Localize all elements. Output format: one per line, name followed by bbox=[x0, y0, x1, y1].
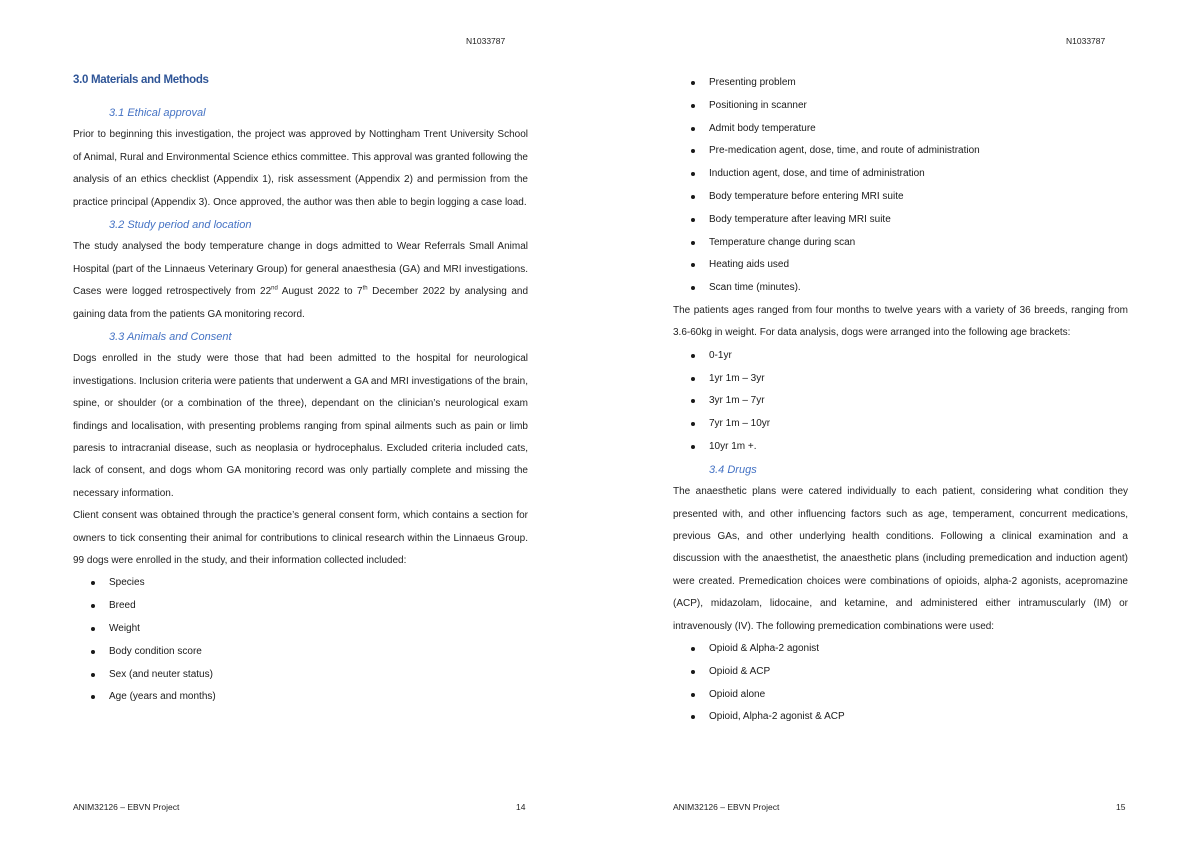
list-item-text: 3yr 1m – 7yr bbox=[709, 395, 765, 407]
bullet-icon bbox=[691, 399, 695, 403]
list-item-text: Species bbox=[109, 577, 145, 589]
paragraph-ethical-approval: Prior to beginning this investigation, the project was approved by Nottingham Trent University School of Animal, Rural and Environmental Science ethics committee. This approval was granted following the analysis of an ethics checklist (Appendix 1), risk assessment (Appendix 2) and permission from the practice principal (Appendix 3). Once approved, the author was then able to begin logging a case load. bbox=[73, 129, 528, 208]
list-item bbox=[673, 436, 1128, 459]
list-item-text: Opioid, Alpha-2 agonist & ACP bbox=[709, 711, 845, 723]
list-item bbox=[673, 661, 1128, 684]
list-item-text: Body temperature before entering MRI suite bbox=[709, 190, 904, 202]
bullet-icon bbox=[691, 670, 695, 674]
text: The study analysed the body temperature change in dogs admitted to Wear Referrals Small Animal Hospital (part of the Linnaeus Veterinary Group) for general anaesthesia (GA) and MRI investigations. Cases were logged retrospectively from 22 bbox=[73, 241, 528, 298]
subheading-study-period: 3.2 Study period and location bbox=[109, 219, 252, 232]
bullet-icon bbox=[691, 218, 695, 222]
list-item bbox=[73, 641, 528, 664]
bullet-icon bbox=[691, 445, 695, 449]
list-item-text: Induction agent, dose, and time of administration bbox=[709, 168, 925, 180]
list-item-text: Opioid alone bbox=[709, 688, 766, 700]
list-item-text: Presenting problem bbox=[709, 77, 796, 88]
bullet-icon bbox=[691, 104, 695, 108]
list-item bbox=[73, 664, 528, 687]
age-brackets-list bbox=[673, 345, 1128, 459]
bullet-icon bbox=[691, 81, 695, 85]
list-item-text: Positioning in scanner bbox=[709, 99, 807, 111]
bullet-icon bbox=[691, 172, 695, 176]
bullet-icon bbox=[691, 715, 695, 719]
list-item bbox=[673, 254, 1128, 277]
paragraph-client-consent: Client consent was obtained through the practice’s general consent form, which contains a section for owners to tick consenting their animal for contributions to clinical research within the Linnaeus Group. 99 dogs were enrolled in the study, and their information collected included: bbox=[73, 510, 528, 567]
bullet-icon bbox=[691, 286, 695, 290]
collected-info-list bbox=[73, 572, 528, 709]
list-item bbox=[73, 572, 528, 595]
list-item-text: Heating aids used bbox=[709, 259, 790, 271]
list-item bbox=[673, 118, 1128, 141]
bullet-icon bbox=[691, 241, 695, 245]
premed-combinations-list bbox=[673, 638, 1128, 729]
list-item bbox=[673, 390, 1128, 413]
list-item-text: Breed bbox=[109, 600, 136, 612]
bullet-icon bbox=[91, 604, 95, 608]
page-15-content bbox=[673, 72, 1128, 729]
list-item-text: Age (years and months) bbox=[109, 691, 216, 703]
list-item bbox=[673, 186, 1128, 209]
page-14-content bbox=[73, 72, 528, 709]
list-item bbox=[673, 345, 1128, 368]
paragraph-inclusion-criteria: Dogs enrolled in the study were those that had been admitted to the hospital for neurological investigations. Inclusion criteria were patients that underwent a GA and MRI investigations of the brain, spine, or shoulder (or a combination of the three), dependant on the clinician’s neurological exam findings and localisation, with presenting problems ranging from spinal ailments such as pain or limb paresis to intracranial disease, such as neoplasia or hydrocephalus. Excluded criteria included cats, lack of consent, and dogs whom GA monitoring record was only partially complete and missing the necessary information. bbox=[73, 353, 528, 499]
header-student-id: N1033787 bbox=[1066, 36, 1106, 46]
list-item-text: 0-1yr bbox=[709, 349, 732, 361]
bullet-icon bbox=[91, 650, 95, 654]
page-number: 15 bbox=[1116, 802, 1126, 812]
text: August 2022 to 7 bbox=[277, 286, 363, 298]
list-item bbox=[673, 277, 1128, 300]
paragraph-study-period bbox=[73, 236, 528, 326]
superscript: nd bbox=[271, 285, 278, 292]
bullet-icon bbox=[691, 647, 695, 651]
paragraph-drugs: The anaesthetic plans were catered individually to each patient, considering what condition they presented with, and other influencing factors such as age, temperament, concurrent medications, previous GAs, and other underlying health conditions. Following a clinical examination and a discussion with the anaesthetist, the anaesthetic plans (including premedication and induction agent) were created. Premedication choices were combinations of opioids, alpha-2 agonists, acepromazine (ACP), midazolam, lidocaine, and ketamine, and administered either intramuscularly (IM) or intravenously (IV). The following premedication combinations were used: bbox=[673, 486, 1128, 632]
list-item-text: Admit body temperature bbox=[709, 122, 816, 134]
list-item bbox=[673, 140, 1128, 163]
subheading-drugs: 3.4 Drugs bbox=[709, 463, 757, 476]
list-item bbox=[673, 706, 1128, 729]
list-item bbox=[673, 684, 1128, 707]
list-item-text: Temperature change during scan bbox=[709, 236, 856, 248]
list-item-text: 1yr 1m – 3yr bbox=[709, 372, 765, 384]
list-item-text: Weight bbox=[109, 623, 140, 635]
page-number: 14 bbox=[516, 802, 526, 812]
bullet-icon bbox=[691, 377, 695, 381]
list-item bbox=[73, 618, 528, 641]
list-item bbox=[673, 95, 1128, 118]
list-item bbox=[673, 232, 1128, 255]
list-item bbox=[673, 638, 1128, 661]
list-item-text: Opioid & ACP bbox=[709, 665, 771, 677]
list-item bbox=[673, 368, 1128, 391]
bullet-icon bbox=[691, 422, 695, 426]
bullet-icon bbox=[91, 695, 95, 699]
superscript: th bbox=[362, 285, 368, 292]
subheading-animals-consent: 3.3 Animals and Consent bbox=[109, 331, 232, 344]
bullet-icon bbox=[91, 581, 95, 585]
subheading-ethical-approval: 3.1 Ethical approval bbox=[109, 107, 206, 119]
paragraph-ages: The patients ages ranged from four months to twelve years with a variety of 36 breeds, ranging from 3.6-60kg in weight. For data analysis, dogs were arranged into the following age brackets: bbox=[673, 304, 1128, 339]
bullet-icon bbox=[691, 149, 695, 153]
bullet-icon bbox=[691, 195, 695, 199]
header-student-id: N1033787 bbox=[466, 36, 506, 46]
bullet-icon bbox=[691, 127, 695, 131]
footer-course: ANIM32126 – EBVN Project bbox=[673, 802, 780, 812]
list-item bbox=[73, 686, 528, 709]
page-15 bbox=[600, 0, 1200, 849]
collected-info-list-continued bbox=[673, 72, 1128, 300]
list-item-text: Body temperature after leaving MRI suite bbox=[709, 213, 891, 225]
list-item-text: Sex (and neuter status) bbox=[109, 668, 213, 680]
list-item-text: 10yr 1m +. bbox=[709, 440, 757, 452]
list-item-text: Opioid & Alpha-2 agonist bbox=[709, 643, 820, 654]
footer-course: ANIM32126 – EBVN Project bbox=[73, 802, 180, 812]
list-item-text: Pre-medication agent, dose, time, and route of administration bbox=[709, 145, 980, 157]
bullet-icon bbox=[691, 354, 695, 358]
text: December 2022 by analysing and gaining data from the patients GA monitoring record. bbox=[73, 286, 529, 320]
list-item bbox=[673, 413, 1128, 436]
list-item-text: Body condition score bbox=[109, 645, 202, 657]
bullet-icon bbox=[91, 673, 95, 677]
list-item bbox=[673, 209, 1128, 232]
bullet-icon bbox=[91, 627, 95, 631]
bullet-icon bbox=[691, 263, 695, 267]
bullet-icon bbox=[691, 693, 695, 697]
section-title: 3.0 Materials and Methods bbox=[73, 74, 209, 86]
list-item bbox=[73, 595, 528, 618]
list-item bbox=[673, 163, 1128, 186]
list-item-text: 7yr 1m – 10yr bbox=[709, 418, 771, 430]
list-item-text: Scan time (minutes). bbox=[709, 282, 801, 294]
list-item bbox=[673, 72, 1128, 95]
